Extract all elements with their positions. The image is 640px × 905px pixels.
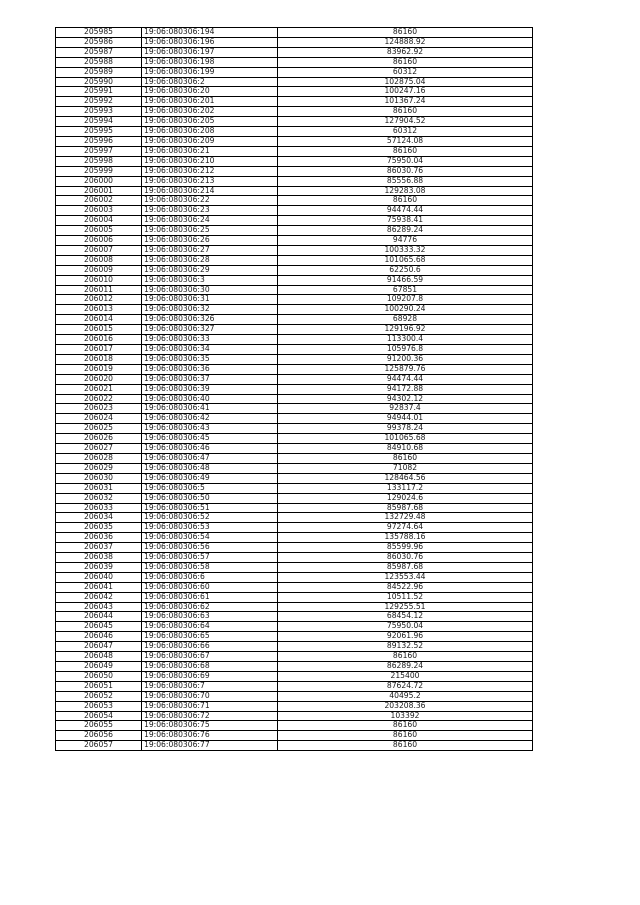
value-cell: 86160 — [278, 107, 533, 117]
row-id-cell: 206021 — [56, 384, 142, 394]
value-cell: 62250.6 — [278, 265, 533, 275]
value-cell: 75950.04 — [278, 156, 533, 166]
row-id-cell: 206024 — [56, 414, 142, 424]
cadastral-number-cell: 19:06:080306:47 — [142, 453, 278, 463]
value-cell: 128464.56 — [278, 473, 533, 483]
table-row — [56, 483, 533, 493]
value-cell: 68928 — [278, 315, 533, 325]
table-row — [56, 315, 533, 325]
table-row — [56, 146, 533, 156]
cadastral-number-cell: 19:06:080306:39 — [142, 384, 278, 394]
value-cell: 85987.68 — [278, 503, 533, 513]
row-id-cell: 206032 — [56, 493, 142, 503]
table-row — [56, 364, 533, 374]
value-cell: 109207.8 — [278, 295, 533, 305]
table-row — [56, 216, 533, 226]
cadastral-number-cell: 19:06:080306:58 — [142, 562, 278, 572]
value-cell: 125879.76 — [278, 364, 533, 374]
cadastral-number-cell: 19:06:080306:76 — [142, 731, 278, 741]
table-row — [56, 701, 533, 711]
value-cell: 203208.36 — [278, 701, 533, 711]
table-row — [56, 156, 533, 166]
cadastral-number-cell: 19:06:080306:196 — [142, 37, 278, 47]
cadastral-number-cell: 19:06:080306:54 — [142, 533, 278, 543]
cadastral-number-cell: 19:06:080306:2 — [142, 77, 278, 87]
row-id-cell: 206037 — [56, 543, 142, 553]
table-row — [56, 117, 533, 127]
table-row — [56, 67, 533, 77]
row-id-cell: 206033 — [56, 503, 142, 513]
value-cell: 92061.96 — [278, 632, 533, 642]
table-row — [56, 335, 533, 345]
value-cell: 92837.4 — [278, 404, 533, 414]
row-id-cell: 206056 — [56, 731, 142, 741]
row-id-cell: 206043 — [56, 602, 142, 612]
row-id-cell: 206046 — [56, 632, 142, 642]
value-cell: 67851 — [278, 285, 533, 295]
table-row — [56, 503, 533, 513]
table-row — [56, 453, 533, 463]
cadastral-number-cell: 19:06:080306:208 — [142, 127, 278, 137]
value-cell: 135788.16 — [278, 533, 533, 543]
cadastral-number-cell: 19:06:080306:56 — [142, 543, 278, 553]
table-row — [56, 87, 533, 97]
row-id-cell: 206048 — [56, 652, 142, 662]
row-id-cell: 205995 — [56, 127, 142, 137]
table-row — [56, 533, 533, 543]
value-cell: 85556.88 — [278, 176, 533, 186]
table-row — [56, 671, 533, 681]
row-id-cell: 206017 — [56, 345, 142, 355]
value-cell: 129283.08 — [278, 186, 533, 196]
cadastral-number-cell: 19:06:080306:60 — [142, 582, 278, 592]
value-cell: 86160 — [278, 731, 533, 741]
table-row — [56, 325, 533, 335]
value-cell: 86160 — [278, 57, 533, 67]
table-row — [56, 176, 533, 186]
value-cell: 86160 — [278, 146, 533, 156]
table-row — [56, 166, 533, 176]
row-id-cell: 206055 — [56, 721, 142, 731]
value-cell: 86289.24 — [278, 226, 533, 236]
value-cell: 60312 — [278, 67, 533, 77]
cadastral-number-cell: 19:06:080306:3 — [142, 275, 278, 285]
table-row — [56, 28, 533, 38]
value-cell: 101065.68 — [278, 255, 533, 265]
table-row — [56, 562, 533, 572]
cadastral-number-cell: 19:06:080306:25 — [142, 226, 278, 236]
cadastral-number-cell: 19:06:080306:202 — [142, 107, 278, 117]
cadastral-number-cell: 19:06:080306:20 — [142, 87, 278, 97]
table-row — [56, 285, 533, 295]
cadastral-number-cell: 19:06:080306:26 — [142, 236, 278, 246]
table-row — [56, 245, 533, 255]
table-row — [56, 57, 533, 67]
row-id-cell: 205996 — [56, 136, 142, 146]
value-cell: 100290.24 — [278, 305, 533, 315]
cadastral-number-cell: 19:06:080306:21 — [142, 146, 278, 156]
row-id-cell: 206018 — [56, 354, 142, 364]
row-id-cell: 206011 — [56, 285, 142, 295]
cadastral-number-cell: 19:06:080306:29 — [142, 265, 278, 275]
value-cell: 86160 — [278, 196, 533, 206]
table-row — [56, 582, 533, 592]
row-id-cell: 206027 — [56, 444, 142, 454]
table-row — [56, 226, 533, 236]
value-cell: 87624.72 — [278, 681, 533, 691]
row-id-cell: 205986 — [56, 37, 142, 47]
table-row — [56, 136, 533, 146]
row-id-cell: 206019 — [56, 364, 142, 374]
value-cell: 127904.52 — [278, 117, 533, 127]
cadastral-number-cell: 19:06:080306:43 — [142, 424, 278, 434]
row-id-cell: 206031 — [56, 483, 142, 493]
cadastral-number-cell: 19:06:080306:42 — [142, 414, 278, 424]
table-row — [56, 414, 533, 424]
cadastral-number-cell: 19:06:080306:198 — [142, 57, 278, 67]
cadastral-number-cell: 19:06:080306:52 — [142, 513, 278, 523]
value-cell: 94302.12 — [278, 394, 533, 404]
table-row — [56, 265, 533, 275]
row-id-cell: 206042 — [56, 592, 142, 602]
table-row — [56, 384, 533, 394]
row-id-cell: 206012 — [56, 295, 142, 305]
value-cell: 129024.6 — [278, 493, 533, 503]
cadastral-number-cell: 19:06:080306:326 — [142, 315, 278, 325]
table-row — [56, 305, 533, 315]
cadastral-number-cell: 19:06:080306:327 — [142, 325, 278, 335]
row-id-cell: 205997 — [56, 146, 142, 156]
table-row — [56, 295, 533, 305]
row-id-cell: 206007 — [56, 245, 142, 255]
table-row — [56, 741, 533, 751]
cadastral-number-cell: 19:06:080306:63 — [142, 612, 278, 622]
value-cell: 40495.2 — [278, 691, 533, 701]
row-id-cell: 205999 — [56, 166, 142, 176]
value-cell: 86160 — [278, 453, 533, 463]
table-row — [56, 662, 533, 672]
row-id-cell: 206054 — [56, 711, 142, 721]
value-cell: 75938.41 — [278, 216, 533, 226]
table-row — [56, 681, 533, 691]
cadastral-number-cell: 19:06:080306:48 — [142, 463, 278, 473]
table-row — [56, 97, 533, 107]
table-row — [56, 196, 533, 206]
value-cell: 84522.96 — [278, 582, 533, 592]
row-id-cell: 205988 — [56, 57, 142, 67]
cadastral-number-cell: 19:06:080306:23 — [142, 206, 278, 216]
row-id-cell: 206049 — [56, 662, 142, 672]
table-row — [56, 236, 533, 246]
value-cell: 103392 — [278, 711, 533, 721]
cadastral-number-cell: 19:06:080306:50 — [142, 493, 278, 503]
table-row — [56, 622, 533, 632]
cadastral-number-cell: 19:06:080306:66 — [142, 642, 278, 652]
row-id-cell: 206008 — [56, 255, 142, 265]
cadastral-number-cell: 19:06:080306:67 — [142, 652, 278, 662]
value-cell: 91200.36 — [278, 354, 533, 364]
table-row — [56, 602, 533, 612]
cadastral-number-cell: 19:06:080306:77 — [142, 741, 278, 751]
table-row — [56, 255, 533, 265]
value-cell: 100333.32 — [278, 245, 533, 255]
cadastral-number-cell: 19:06:080306:27 — [142, 245, 278, 255]
value-cell: 57124.08 — [278, 136, 533, 146]
row-id-cell: 206014 — [56, 315, 142, 325]
value-cell: 85599.96 — [278, 543, 533, 553]
value-cell: 102875.04 — [278, 77, 533, 87]
table-row — [56, 345, 533, 355]
row-id-cell: 205985 — [56, 28, 142, 38]
cadastral-number-cell: 19:06:080306:68 — [142, 662, 278, 672]
row-id-cell: 205993 — [56, 107, 142, 117]
row-id-cell: 206045 — [56, 622, 142, 632]
value-cell: 10511.52 — [278, 592, 533, 602]
cadastral-number-cell: 19:06:080306:64 — [142, 622, 278, 632]
cadastral-number-cell: 19:06:080306:209 — [142, 136, 278, 146]
value-cell: 83962.92 — [278, 47, 533, 57]
cadastral-number-cell: 19:06:080306:61 — [142, 592, 278, 602]
cadastral-number-cell: 19:06:080306:6 — [142, 572, 278, 582]
cadastral-number-cell: 19:06:080306:214 — [142, 186, 278, 196]
row-id-cell: 206041 — [56, 582, 142, 592]
value-cell: 100247.16 — [278, 87, 533, 97]
row-id-cell: 205994 — [56, 117, 142, 127]
value-cell: 85987.68 — [278, 562, 533, 572]
value-cell: 84910.68 — [278, 444, 533, 454]
row-id-cell: 206000 — [56, 176, 142, 186]
row-id-cell: 206050 — [56, 671, 142, 681]
value-cell: 86160 — [278, 652, 533, 662]
row-id-cell: 206035 — [56, 523, 142, 533]
row-id-cell: 206038 — [56, 553, 142, 563]
table-row — [56, 572, 533, 582]
row-id-cell: 206057 — [56, 741, 142, 751]
row-id-cell: 206036 — [56, 533, 142, 543]
row-id-cell: 206030 — [56, 473, 142, 483]
row-id-cell: 206005 — [56, 226, 142, 236]
value-cell: 129196.92 — [278, 325, 533, 335]
row-id-cell: 205987 — [56, 47, 142, 57]
cadastral-number-cell: 19:06:080306:5 — [142, 483, 278, 493]
value-cell: 99378.24 — [278, 424, 533, 434]
data-table — [55, 27, 533, 751]
row-id-cell: 206029 — [56, 463, 142, 473]
row-id-cell: 206025 — [56, 424, 142, 434]
cadastral-number-cell: 19:06:080306:28 — [142, 255, 278, 265]
cadastral-number-cell: 19:06:080306:212 — [142, 166, 278, 176]
value-cell: 91466.59 — [278, 275, 533, 285]
value-cell: 105976.8 — [278, 345, 533, 355]
row-id-cell: 205998 — [56, 156, 142, 166]
cadastral-number-cell: 19:06:080306:57 — [142, 553, 278, 563]
value-cell: 215400 — [278, 671, 533, 681]
table-row — [56, 107, 533, 117]
value-cell: 97274.64 — [278, 523, 533, 533]
row-id-cell: 205992 — [56, 97, 142, 107]
value-cell: 113300.4 — [278, 335, 533, 345]
row-id-cell: 206044 — [56, 612, 142, 622]
cadastral-number-cell: 19:06:080306:49 — [142, 473, 278, 483]
row-id-cell: 206028 — [56, 453, 142, 463]
cadastral-number-cell: 19:06:080306:194 — [142, 28, 278, 38]
row-id-cell: 206026 — [56, 434, 142, 444]
value-cell: 86030.76 — [278, 553, 533, 563]
cadastral-number-cell: 19:06:080306:62 — [142, 602, 278, 612]
cadastral-number-cell: 19:06:080306:41 — [142, 404, 278, 414]
cadastral-number-cell: 19:06:080306:40 — [142, 394, 278, 404]
value-cell: 89132.52 — [278, 642, 533, 652]
table-row — [56, 543, 533, 553]
table-row — [56, 47, 533, 57]
table-row — [56, 612, 533, 622]
value-cell: 94474.44 — [278, 206, 533, 216]
table-row — [56, 444, 533, 454]
table-row — [56, 37, 533, 47]
value-cell: 101065.68 — [278, 434, 533, 444]
table-row — [56, 721, 533, 731]
cadastral-number-cell: 19:06:080306:46 — [142, 444, 278, 454]
table-row — [56, 493, 533, 503]
cadastral-number-cell: 19:06:080306:32 — [142, 305, 278, 315]
row-id-cell: 206047 — [56, 642, 142, 652]
row-id-cell: 206023 — [56, 404, 142, 414]
table-row — [56, 642, 533, 652]
row-id-cell: 206015 — [56, 325, 142, 335]
cadastral-number-cell: 19:06:080306:36 — [142, 364, 278, 374]
table-row — [56, 186, 533, 196]
table-row — [56, 275, 533, 285]
value-cell: 86160 — [278, 721, 533, 731]
table-row — [56, 424, 533, 434]
value-cell: 60312 — [278, 127, 533, 137]
value-cell: 129255.51 — [278, 602, 533, 612]
value-cell: 71082 — [278, 463, 533, 473]
row-id-cell: 206003 — [56, 206, 142, 216]
cadastral-number-cell: 19:06:080306:70 — [142, 691, 278, 701]
table-row — [56, 394, 533, 404]
table-row — [56, 592, 533, 602]
cadastral-number-cell: 19:06:080306:201 — [142, 97, 278, 107]
table-row — [56, 711, 533, 721]
table-row — [56, 523, 533, 533]
row-id-cell: 206020 — [56, 374, 142, 384]
table-row — [56, 404, 533, 414]
row-id-cell: 206039 — [56, 562, 142, 572]
row-id-cell: 205989 — [56, 67, 142, 77]
cadastral-number-cell: 19:06:080306:53 — [142, 523, 278, 533]
value-cell: 68454.12 — [278, 612, 533, 622]
row-id-cell: 206010 — [56, 275, 142, 285]
row-id-cell: 206002 — [56, 196, 142, 206]
cadastral-number-cell: 19:06:080306:51 — [142, 503, 278, 513]
value-cell: 94474.44 — [278, 374, 533, 384]
cadastral-number-cell: 19:06:080306:213 — [142, 176, 278, 186]
value-cell: 94776 — [278, 236, 533, 246]
cadastral-number-cell: 19:06:080306:24 — [142, 216, 278, 226]
cadastral-number-cell: 19:06:080306:37 — [142, 374, 278, 384]
cadastral-number-cell: 19:06:080306:75 — [142, 721, 278, 731]
cadastral-number-cell: 19:06:080306:45 — [142, 434, 278, 444]
cadastral-number-cell: 19:06:080306:69 — [142, 671, 278, 681]
value-cell: 86030.76 — [278, 166, 533, 176]
cadastral-number-cell: 19:06:080306:22 — [142, 196, 278, 206]
table-row — [56, 632, 533, 642]
cadastral-number-cell: 19:06:080306:205 — [142, 117, 278, 127]
row-id-cell: 206051 — [56, 681, 142, 691]
table-row — [56, 553, 533, 563]
cadastral-number-cell: 19:06:080306:34 — [142, 345, 278, 355]
row-id-cell: 205990 — [56, 77, 142, 87]
table-row — [56, 691, 533, 701]
table-row — [56, 463, 533, 473]
value-cell: 124888.92 — [278, 37, 533, 47]
table-body — [56, 28, 533, 751]
table-row — [56, 127, 533, 137]
cadastral-number-cell: 19:06:080306:72 — [142, 711, 278, 721]
row-id-cell: 206040 — [56, 572, 142, 582]
row-id-cell: 206006 — [56, 236, 142, 246]
cadastral-number-cell: 19:06:080306:197 — [142, 47, 278, 57]
table-row — [56, 206, 533, 216]
value-cell: 94944.01 — [278, 414, 533, 424]
value-cell: 86289.24 — [278, 662, 533, 672]
row-id-cell: 206016 — [56, 335, 142, 345]
row-id-cell: 206013 — [56, 305, 142, 315]
table-row — [56, 513, 533, 523]
row-id-cell: 206034 — [56, 513, 142, 523]
value-cell: 94172.88 — [278, 384, 533, 394]
value-cell: 133117.2 — [278, 483, 533, 493]
value-cell: 86160 — [278, 28, 533, 38]
row-id-cell: 206053 — [56, 701, 142, 711]
row-id-cell: 206001 — [56, 186, 142, 196]
table-row — [56, 434, 533, 444]
cadastral-number-cell: 19:06:080306:210 — [142, 156, 278, 166]
cadastral-number-cell: 19:06:080306:31 — [142, 295, 278, 305]
table-row — [56, 731, 533, 741]
cadastral-number-cell: 19:06:080306:65 — [142, 632, 278, 642]
row-id-cell: 206022 — [56, 394, 142, 404]
table-row — [56, 354, 533, 364]
table-row — [56, 652, 533, 662]
table-row — [56, 374, 533, 384]
value-cell: 101367.24 — [278, 97, 533, 107]
row-id-cell: 206052 — [56, 691, 142, 701]
row-id-cell: 205991 — [56, 87, 142, 97]
cadastral-number-cell: 19:06:080306:199 — [142, 67, 278, 77]
table-row — [56, 473, 533, 483]
cadastral-number-cell: 19:06:080306:30 — [142, 285, 278, 295]
cadastral-number-cell: 19:06:080306:33 — [142, 335, 278, 345]
cadastral-number-cell: 19:06:080306:7 — [142, 681, 278, 691]
value-cell: 86160 — [278, 741, 533, 751]
cadastral-number-cell: 19:06:080306:71 — [142, 701, 278, 711]
cadastral-number-cell: 19:06:080306:35 — [142, 354, 278, 364]
value-cell: 75950.04 — [278, 622, 533, 632]
row-id-cell: 206004 — [56, 216, 142, 226]
value-cell: 123553.44 — [278, 572, 533, 582]
row-id-cell: 206009 — [56, 265, 142, 275]
table-row — [56, 77, 533, 87]
value-cell: 132729.48 — [278, 513, 533, 523]
